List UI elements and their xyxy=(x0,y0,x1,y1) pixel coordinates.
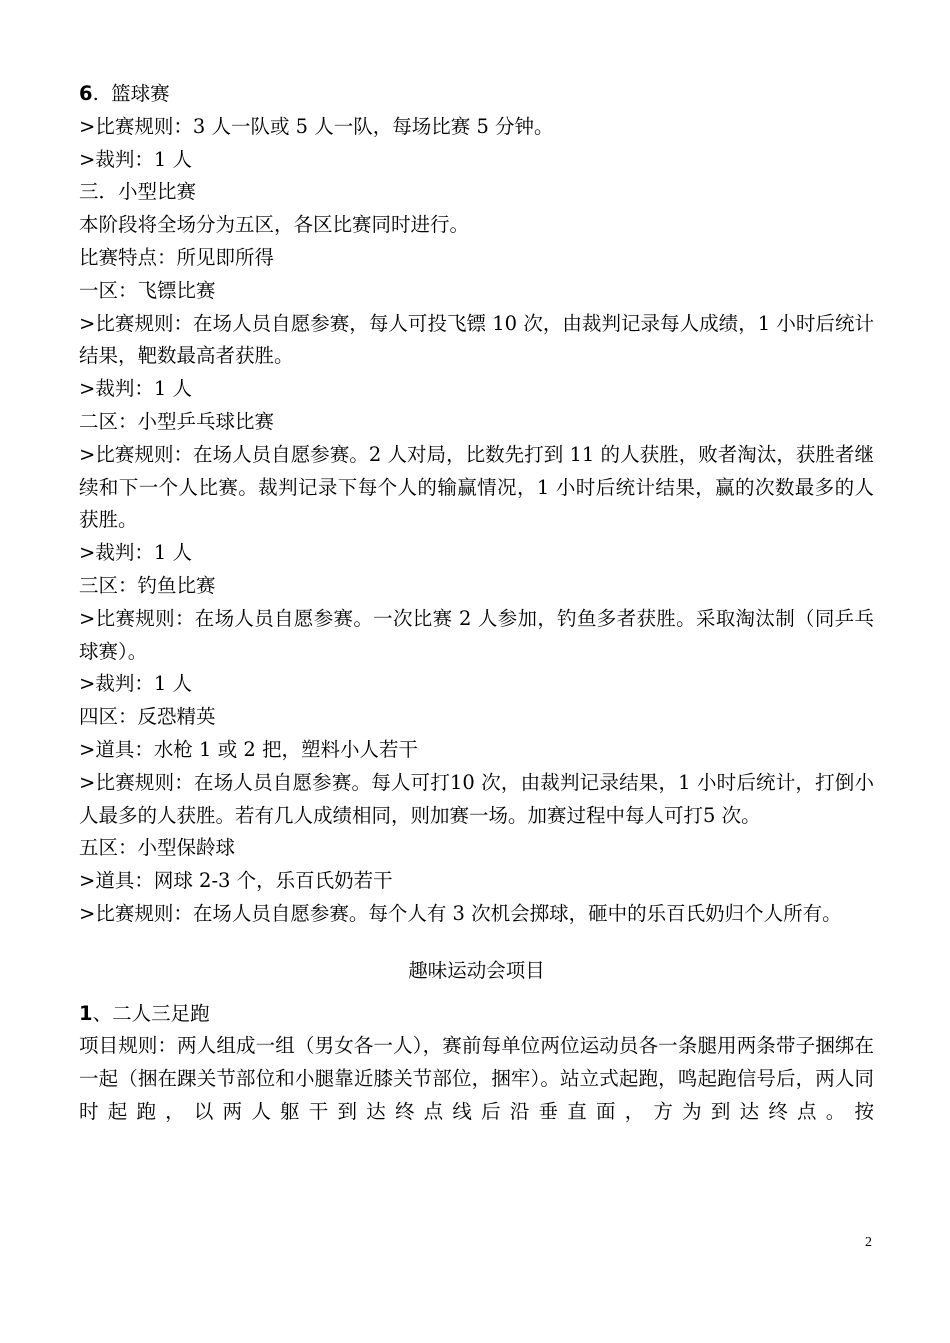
zone-5-props: >道具：网球 2-3 个，乐百氏奶若干 xyxy=(79,869,393,893)
zone-3-title: 三区：钓鱼比赛 xyxy=(79,573,216,597)
zone-2-rules: >比赛规则：在场人员自愿参赛。2 人对局，比数先打到 11 的人获胜，败者淘汰，获胜者继续和下一个人比赛。裁判记录下每个人的输赢情况，1 小时后统计结果，赢的次数最多的人获胜。 xyxy=(79,442,874,532)
zone-5-rules: >比赛规则：在场人员自愿参赛。每个人有 3 次机会掷球，砸中的乐百氏奶归个人所有。 xyxy=(79,901,842,925)
zone-2-title: 二区：小型乒乓球比赛 xyxy=(79,409,275,433)
fun-game-1-rules: 项目规则：两人组成一组（男女各一人），赛前每单位两位运动员各一条腿用两条带子捆绑在一起（捆在踝关节部位和小腿靠近膝关节部位，捆牢）。站立式起跑，鸣起跑信号后，两人同时起跑，以两人躯干到达终点线后沿垂直面，方为到达终点。按 xyxy=(79,1034,874,1123)
section-6-rules: >比赛规则：3 人一队或 5 人一队，每场比赛 5 分钟。 xyxy=(79,114,554,138)
page-number: 2 xyxy=(865,1235,872,1250)
part-3-heading: 三．小型比赛 xyxy=(79,180,197,204)
section-6-number: 6 xyxy=(79,82,93,105)
zone-4-rules: >比赛规则：在场人员自愿参赛。每人可打10 次，由裁判记录结果，1 小时后统计，打倒小人最多的人获胜。若有几人成绩相同，则加赛一场。加赛过程中每人可打5 次。 xyxy=(79,770,874,827)
zone-1-referee: >裁判：1 人 xyxy=(79,377,192,401)
document-page xyxy=(79,78,874,1129)
fun-games-heading: 趣味运动会项目 xyxy=(408,958,545,982)
zone-1-rules: >比赛规则：在场人员自愿参赛，每人可投飞镖 10 次，由裁判记录每人成绩，1 小时后统计结果，靶数最高者获胜。 xyxy=(79,311,874,368)
section-6-referee: >裁判：1 人 xyxy=(79,147,192,171)
section-6-heading xyxy=(79,78,874,111)
zone-3-rules: >比赛规则：在场人员自愿参赛。一次比赛 2 人参加，钓鱼多者获胜。采取淘汰制（同乒乓球赛）。 xyxy=(79,606,874,663)
zone-3-referee: >裁判：1 人 xyxy=(79,672,192,696)
zone-5-title: 五区：小型保龄球 xyxy=(79,836,236,860)
part-3-feature: 比赛特点：所见即所得 xyxy=(79,245,275,269)
fun-game-1-heading xyxy=(79,998,874,1031)
part-3-intro: 本阶段将全场分为五区，各区比赛同时进行。 xyxy=(79,213,470,237)
fun-game-1-number: 1 xyxy=(79,1001,93,1025)
fun-game-1-title: 、二人三足跑 xyxy=(92,1001,210,1025)
zone-4-props: >道具：水枪 1 或 2 把，塑料小人若干 xyxy=(79,737,418,761)
zone-2-referee: >裁判：1 人 xyxy=(79,541,192,565)
zone-4-title: 四区：反恐精英 xyxy=(79,705,216,729)
section-6-title: . 篮球赛 xyxy=(92,82,170,105)
zone-1-title: 一区：飞镖比赛 xyxy=(79,278,216,302)
